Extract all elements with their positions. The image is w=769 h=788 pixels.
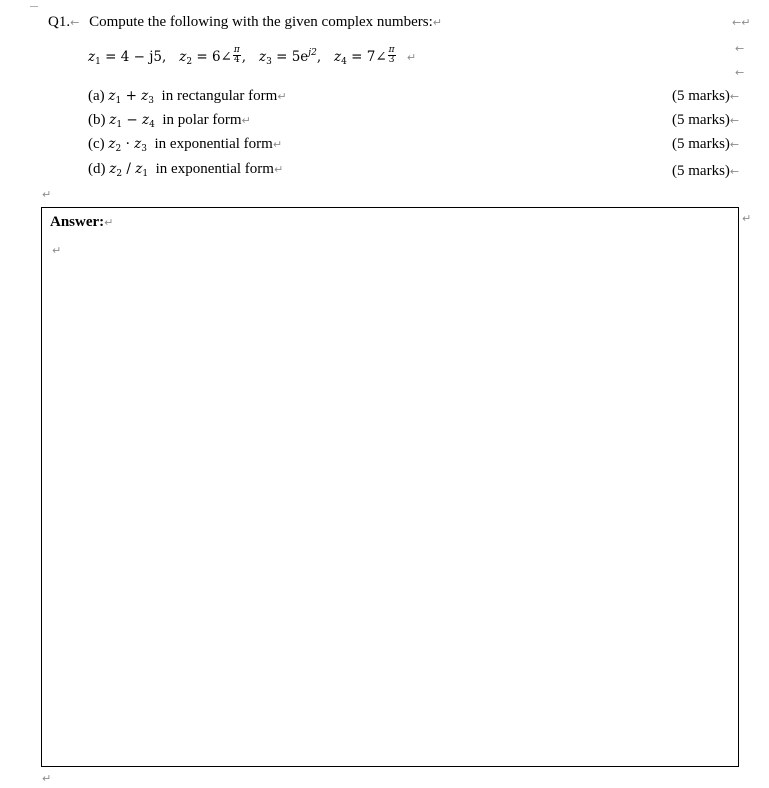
z4-definition: $z_4$ = 7∠ $\frac{\pi}{3}$ <box>334 45 395 67</box>
fraction-pi-over-4: $\frac{\pi}{4}$ <box>233 45 240 65</box>
question-part <box>88 161 283 179</box>
fraction-pi-over-3: $\frac{\pi}{3}$ <box>388 45 395 65</box>
question-prompt: Compute the following with the given complex numbers: <box>89 14 433 30</box>
arrow-mark-icon: ← <box>735 42 745 55</box>
part-form: in rectangular form <box>161 88 278 104</box>
part-marks: (5 marks)← <box>672 88 740 104</box>
part-label: (a) <box>88 88 105 104</box>
part-expression: $z_2 \cdot z_3$ <box>108 136 148 154</box>
part-marks: (5 marks)← <box>672 112 740 128</box>
z2-definition: $z_2$ = 6∠ $\frac{\pi}{4}$ , <box>179 45 247 67</box>
question-heading <box>48 14 442 31</box>
arrow-mark-icon: ←↵ <box>732 16 751 29</box>
paragraph-mark-icon: ↵ <box>241 114 251 127</box>
cell-end-mark-icon: ↵ <box>742 212 752 225</box>
question-number: Q1. <box>48 14 71 30</box>
question-part <box>88 112 251 130</box>
question-part <box>88 88 287 106</box>
page-corner-mark <box>30 0 38 7</box>
paragraph-mark-icon: ↵ <box>406 51 417 64</box>
part-expression: $z_2 / z_1$ <box>109 161 149 179</box>
part-expression: $z_1 + z_3$ <box>108 88 155 106</box>
part-label: (c) <box>88 136 105 152</box>
answer-box[interactable] <box>41 207 739 767</box>
paragraph-mark-icon: ↵ <box>52 244 62 257</box>
arrow-mark-icon: ← <box>729 114 740 127</box>
paragraph-mark-icon: ↵ <box>104 216 114 229</box>
z1-definition: $z_1 = 4 - j5$, <box>88 49 167 67</box>
arrow-mark-icon: ← <box>729 138 740 151</box>
arrow-mark-icon: ← <box>735 66 745 79</box>
arrow-mark-icon: ← <box>729 165 740 178</box>
part-form: in polar form <box>162 112 242 128</box>
part-expression: $z_1 - z_4$ <box>109 112 155 130</box>
part-form: in exponential form <box>155 161 274 177</box>
arrow-mark-icon: ← <box>70 16 80 29</box>
paragraph-mark-icon: ↵ <box>272 138 283 151</box>
part-label: (d) <box>88 161 106 177</box>
part-form: in exponential form <box>154 136 273 152</box>
paragraph-mark-icon: ↵ <box>432 16 442 29</box>
question-part <box>88 136 282 154</box>
answer-label-row <box>50 214 113 231</box>
part-label: (b) <box>88 112 106 128</box>
paragraph-mark-icon: ↵ <box>273 163 284 176</box>
answer-label: Answer: <box>50 214 105 230</box>
arrow-mark-icon: ← <box>729 90 740 103</box>
paragraph-mark-icon: ↵ <box>277 90 287 103</box>
paragraph-mark-icon: ↵ <box>42 188 52 201</box>
paragraph-mark-icon: ↵ <box>42 772 52 785</box>
z3-definition: $z_3 = 5e^{j2}$, <box>258 48 322 67</box>
part-marks: (5 marks)← <box>672 136 740 152</box>
part-marks: (5 marks)← <box>672 163 740 179</box>
complex-definitions <box>88 45 417 67</box>
